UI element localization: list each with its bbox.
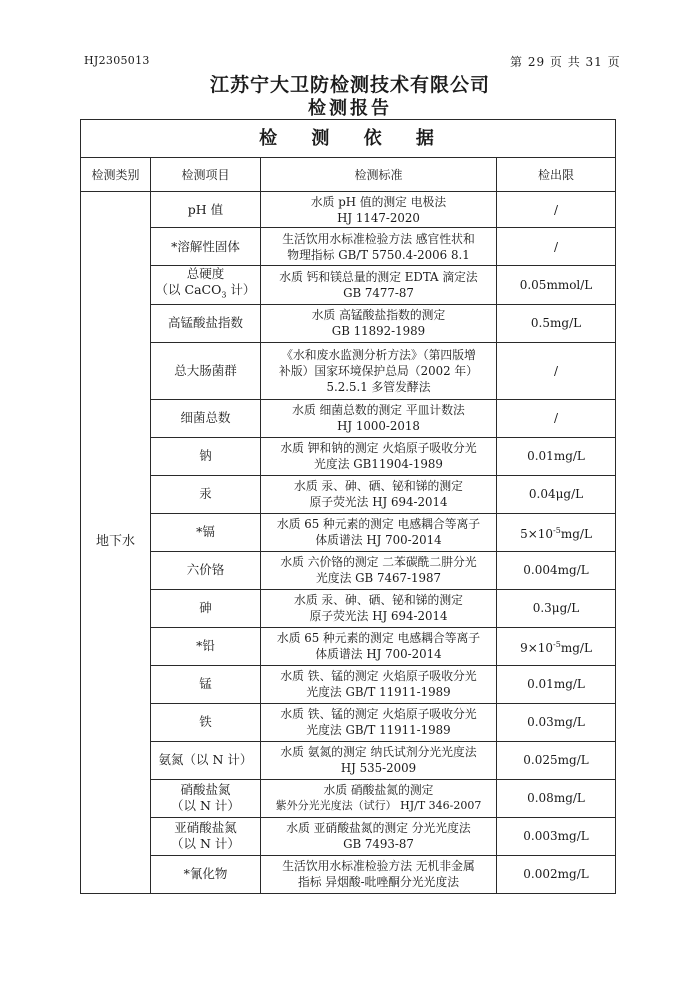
table-row <box>81 342 616 399</box>
limit-cell: 0.08mg/L <box>497 779 616 817</box>
section-title: 检 测 依 据 <box>81 120 616 158</box>
standard-line: 水质 细菌总数的测定 平皿计数法 <box>292 403 465 417</box>
limit-cell: 0.004mg/L <box>497 551 616 589</box>
item-cell: 六价铬 <box>151 551 261 589</box>
standard-line: HJ 535-2009 <box>340 761 417 775</box>
item-cell: 砷 <box>151 589 261 627</box>
item-line: （以 N 计） <box>171 798 240 813</box>
item-cell: *溶解性固体 <box>151 228 261 266</box>
standard-cell <box>261 228 497 266</box>
standard-line: GB 7493-87 <box>343 837 414 851</box>
table-row <box>81 192 616 228</box>
item-cell <box>151 779 261 817</box>
limit-cell: 0.05mmol/L <box>497 266 616 305</box>
standard-line: 补版）国家环境保护总局（2002 年） <box>279 363 478 378</box>
table-row <box>81 304 616 342</box>
limit-cell: 0.3μg/L <box>497 589 616 627</box>
standard-line: 原子荧光法 HJ 694-2014 <box>309 495 448 509</box>
table-row <box>81 399 616 437</box>
standard-line: 5.2.5.1 多管发酵法 <box>326 379 431 394</box>
standard-line: 原子荧光法 HJ 694-2014 <box>309 609 448 623</box>
standard-line: 水质 铁、锰的测定 火焰原子吸收分光 <box>280 707 477 721</box>
standard-cell <box>261 627 497 665</box>
limit-cell: 0.04μg/L <box>497 475 616 513</box>
table-row <box>81 665 616 703</box>
item-cell: *镉 <box>151 513 261 551</box>
standard-cell <box>261 589 497 627</box>
standard-line: 水质 六价铬的测定 二苯碳酰二肼分光 <box>280 555 477 569</box>
limit-cell: 0.5mg/L <box>497 304 616 342</box>
column-header-limit: 检出限 <box>497 158 616 192</box>
table-row <box>81 627 616 665</box>
standard-cell <box>261 665 497 703</box>
standard-line: 生活饮用水标准检验方法 感官性状和 <box>282 231 475 246</box>
standard-line: 光度法 GB/T 11911-1989 <box>306 685 451 699</box>
standard-line: 光度法 GB11904-1989 <box>314 457 443 471</box>
standard-cell <box>261 513 497 551</box>
standard-cell <box>261 475 497 513</box>
basis-table <box>80 119 616 894</box>
item-cell <box>151 266 261 305</box>
limit-cell: 0.01mg/L <box>497 665 616 703</box>
item-cell: 总大肠菌群 <box>151 342 261 399</box>
limit-cell: $5\times 10^{-5}mg/L$ <box>497 513 616 551</box>
standard-cell <box>261 342 497 399</box>
table-row <box>81 779 616 817</box>
standard-line: 水质 高锰酸盐指数的测定 <box>311 308 446 322</box>
report-title: 检测报告 <box>308 98 392 119</box>
standard-cell <box>261 266 497 305</box>
basis-table-container <box>80 119 615 894</box>
standard-line: 《水和废水监测分析方法》（第四版增 <box>281 347 476 362</box>
limit-cell: 0.003mg/L <box>497 817 616 855</box>
standard-cell <box>261 399 497 437</box>
standard-line: 紫外分光光度法（试行） HJ/T 346-2007 <box>275 799 482 812</box>
table-row <box>81 741 616 779</box>
item-cell: 钠 <box>151 437 261 475</box>
item-cell: 铁 <box>151 703 261 741</box>
table-row <box>81 266 616 305</box>
limit-cell: 0.002mg/L <box>497 855 616 893</box>
table-row <box>81 589 616 627</box>
item-line: （以 N 计） <box>171 836 240 851</box>
table-row <box>81 513 616 551</box>
item-cell: 锰 <box>151 665 261 703</box>
item-cell: 细菌总数 <box>151 399 261 437</box>
column-header-row <box>81 158 616 192</box>
standard-line: 生活饮用水标准检验方法 无机非金属 <box>282 859 475 873</box>
standard-cell <box>261 741 497 779</box>
limit-cell: / <box>497 399 616 437</box>
table-row <box>81 703 616 741</box>
table-row <box>81 475 616 513</box>
item-cell: *铅 <box>151 627 261 665</box>
item-line: 硝酸盐氮 <box>180 782 231 797</box>
standard-cell <box>261 192 497 228</box>
table-row <box>81 228 616 266</box>
standard-cell <box>261 551 497 589</box>
item-cell: 高锰酸盐指数 <box>151 304 261 342</box>
page-indicator: 第 29 页 共 31 页 <box>510 55 621 69</box>
standard-line: 水质 氨氮的测定 纳氏试剂分光光度法 <box>280 745 477 759</box>
standard-cell <box>261 779 497 817</box>
column-header-item: 检测项目 <box>151 158 261 192</box>
standard-line: 指标 异烟酸-吡唑酮分光光度法 <box>297 875 460 889</box>
standard-line: 水质 钙和镁总量的测定 EDTA 滴定法 <box>279 269 478 284</box>
item-line: 亚硝酸盐氮 <box>174 820 237 835</box>
limit-cell: 0.025mg/L <box>497 741 616 779</box>
item-line: （以 CaCO$_3$ 计） <box>155 282 256 300</box>
item-line: 总硬度 <box>186 266 225 281</box>
standard-line: 水质 铁、锰的测定 火焰原子吸收分光 <box>280 669 477 683</box>
standard-line: 水质 汞、砷、硒、铋和锑的测定 <box>294 593 463 607</box>
standard-line: GB 7477-87 <box>343 285 414 300</box>
standard-cell <box>261 304 497 342</box>
standard-line: 水质 65 种元素的测定 电感耦合等离子 <box>276 631 481 645</box>
standard-cell <box>261 703 497 741</box>
standard-line: 光度法 GB/T 11911-1989 <box>306 723 451 737</box>
standard-cell <box>261 437 497 475</box>
standard-line: 水质 pH 值的测定 电极法 <box>310 194 447 209</box>
limit-cell: / <box>497 192 616 228</box>
item-cell: pH 值 <box>151 192 261 228</box>
company-name: 江苏宁大卫防检测技术有限公司 <box>209 74 490 96</box>
column-header-category: 检测类别 <box>81 158 151 192</box>
standard-line: 物理指标 GB/T 5750.4-2006 8.1 <box>287 247 470 262</box>
limit-cell: / <box>497 228 616 266</box>
standard-line: 水质 汞、砷、硒、铋和锑的测定 <box>294 479 463 493</box>
standard-line: HJ 1000-2018 <box>337 419 420 433</box>
report-number: HJ2305013 <box>84 54 150 67</box>
column-header-standard: 检测标准 <box>261 158 497 192</box>
table-row <box>81 855 616 893</box>
standard-line: 水质 钾和钠的测定 火焰原子吸收分光 <box>280 441 477 455</box>
standard-line: 水质 硝酸盐氮的测定 <box>323 783 434 797</box>
limit-cell: 0.03mg/L <box>497 703 616 741</box>
standard-line: 光度法 GB 7467-1987 <box>315 571 441 585</box>
item-cell: 汞 <box>151 475 261 513</box>
category-cell: 地下水 <box>81 192 151 894</box>
standard-cell <box>261 855 497 893</box>
standard-line: 水质 亚硝酸盐氮的测定 分光光度法 <box>286 821 471 835</box>
item-cell: 氨氮（以 N 计） <box>151 741 261 779</box>
standard-line: HJ 1147-2020 <box>337 210 420 225</box>
item-cell <box>151 817 261 855</box>
standard-line: GB 11892-1989 <box>331 324 426 338</box>
limit-cell: 0.01mg/L <box>497 437 616 475</box>
standard-line: 体质谱法 HJ 700-2014 <box>315 647 442 661</box>
item-cell: *氰化物 <box>151 855 261 893</box>
limit-cell: / <box>497 342 616 399</box>
table-row <box>81 551 616 589</box>
standard-cell <box>261 817 497 855</box>
standard-line: 水质 65 种元素的测定 电感耦合等离子 <box>276 517 481 531</box>
table-row <box>81 817 616 855</box>
table-row <box>81 437 616 475</box>
standard-line: 体质谱法 HJ 700-2014 <box>315 533 442 547</box>
limit-cell: $9\times 10^{-5}mg/L$ <box>497 627 616 665</box>
